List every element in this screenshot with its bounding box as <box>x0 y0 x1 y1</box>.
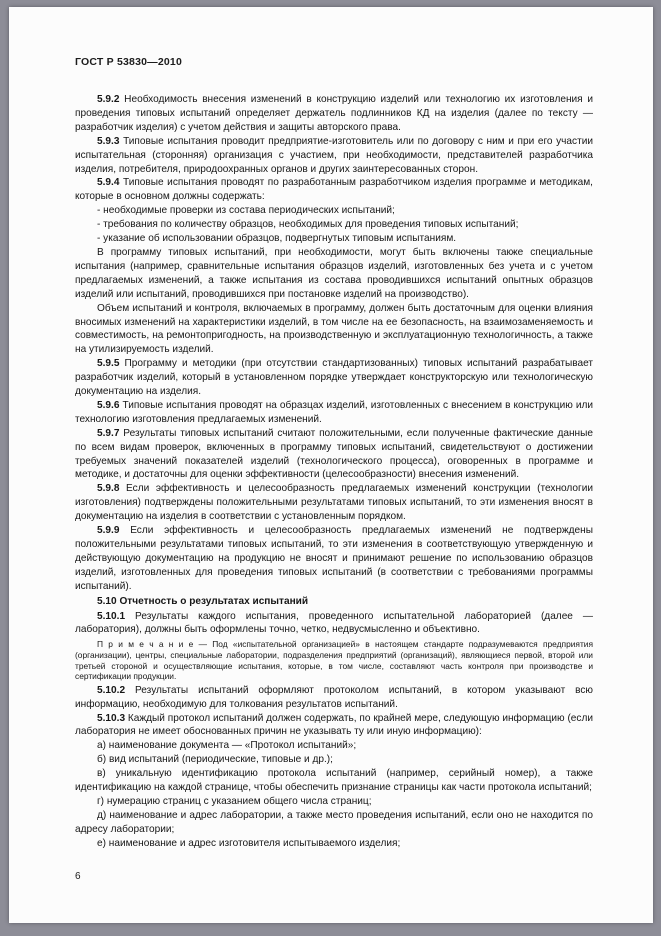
clause-number: 5.10 <box>97 595 120 607</box>
list-item: д) наименование и адрес лаборатории, а также место проведения испытаний, если оно не находится по адресу лаборатории; <box>75 809 593 835</box>
document-header: ГОСТ Р 53830—2010 <box>75 56 183 68</box>
document-content <box>75 93 593 851</box>
list-item: - требования по количеству образцов, необходимых для проведения типовых испытаний; <box>97 219 519 231</box>
paragraph: 5.9.5 Программу и методики (при отсутствии стандартизованных) типовых испытаний разрабатывает разработчик изделий, который в установленном порядке утверждает конструкторскую или технологическую документацию на изделия. <box>75 358 593 398</box>
paragraph: 5.10.2 Результаты испытаний оформляют протоколом испытаний, в котором указывают всю информацию, необходимую для толкования результатов испытаний. <box>75 684 593 710</box>
document-page <box>9 7 653 923</box>
clause-number: 5.9.5 <box>97 358 125 370</box>
list-item: - необходимые проверки из состава периодических испытаний; <box>97 205 395 217</box>
clause-number: 5.10.1 <box>97 610 136 622</box>
section-heading: 5.10 Отчетность о результатах испытаний <box>97 595 309 607</box>
page-number: 6 <box>75 871 81 882</box>
clause-number: 5.9.8 <box>97 483 127 495</box>
paragraph: 5.9.7 Результаты типовых испытаний считают положительными, если полученные фактические данные по всем видам проверок, включенных в программу типовых испытаний, свидетельствуют о достижении требуемых значений показателей изделий (технологического процесса), оговоренных в программе и методике, и достаточны для оценки эффективности (целесообразности) внесения изменений. <box>75 427 593 481</box>
list-item: а) наименование документа — «Протокол испытаний»; <box>97 740 357 752</box>
paragraph: В программу типовых испытаний, при необходимости, могут быть включены также специальные испытания (например, сравнительные испытания образцов изделий, изготовленных без учета и с учетом предлагаемых изменений, а также испытания из состава проводившихся испытаний опытных образцов изделий или испытаний, проводившихся при постановке изделий на производство). <box>75 246 593 300</box>
paragraph: 5.10.1 Результаты каждого испытания, проведенного испытательной лабораторией (далее — лаборатория), должны быть оформлены точно, четко, недвусмысленно и объективно. <box>75 610 593 636</box>
clause-number: 5.9.2 <box>97 94 125 105</box>
clause-number: 5.9.7 <box>97 427 124 439</box>
clause-number: 5.9.4 <box>97 177 123 189</box>
clause-number: 5.9.9 <box>97 525 131 537</box>
clause-number: 5.10.3 <box>97 712 128 724</box>
paragraph: 5.9.3 Типовые испытания проводит предприятие-изготовитель или по договору с ним и при его участии испытательная (сторонняя) организация с участием, при необходимости, представителей разработчика изделия, потребителя, природоохранных органов и других заинтересованных сторон. <box>75 135 593 175</box>
paragraph: Объем испытаний и контроля, включаемых в программу, должен быть достаточным для оценки влияния вносимых изменений на характеристики изделий, в том числе на ее безопасность, на взаимозаменяемость и совместимость, на ремонтопригодность, на производственную и эксплуатационную технологичность, а также на утилизируемость изделий. <box>75 302 593 356</box>
list-item: г) нумерацию страниц с указанием общего числа страниц; <box>97 795 372 807</box>
clause-number: 5.10.2 <box>97 684 135 696</box>
note-paragraph: П р и м е ч а н и е — Под «испытательной организацией» в настоящем стандарте подразумеваются предприятия (организации), центры, специальные лаборатории, подразделения предприятий (организаций), являющиеся первой, второй или третьей стороной и осуществляющие испытания, которые, в том числе, составляют часть контроля при производстве и сертификации продукции. <box>75 639 593 682</box>
paragraph: 5.9.2 Необходимость внесения изменений в конструкцию изделий или технологию их изготовления и проведения типовых испытаний определяет держатель подлинников КД на изделия (далее по тексту — разработчик изделия) с учетом действия и защиты авторского права. <box>75 94 593 133</box>
list-item: - указание об использовании образцов, подвергнутых типовым испытаниям. <box>97 233 457 245</box>
paragraph: 5.9.8 Если эффективность и целесообразность предлагаемых изменений конструкции (технологии изготовления) подтверждены положительными результатами типовых испытаний, то эти изменения вносят в документацию на изделия в соответствии с установленным порядком. <box>75 483 593 523</box>
paragraph: 5.9.9 Если эффективность и целесообразность предлагаемых изменений не подтверждены положительными результатами типовых испытаний, то эти изменения в соответствующую утвержденную и действующую документацию на продукцию не вносят и принимают решение по использованию образцов изделий, изготовленных для проведения типовых испытаний (в соответствии с требованиями программы испытаний). <box>75 525 593 592</box>
list-item: в) уникальную идентификацию протокола испытаний (например, серийный номер), а также идентификацию на каждой странице, чтобы обеспечить признание страницы как части протокола испытаний; <box>75 768 593 794</box>
list-item: е) наименование и адрес изготовителя испытываемого изделия; <box>97 837 401 849</box>
paragraph: 5.9.6 Типовые испытания проводят на образцах изделий, изготовленных с внесением в конструкцию или технологию изготовления предлагаемых изменений. <box>75 399 593 425</box>
paragraph: 5.9.4 Типовые испытания проводят по разработанным разработчиком изделия программе и методикам, которые в основном должны содержать: <box>75 177 593 203</box>
list-item: б) вид испытаний (периодические, типовые и др.); <box>97 754 333 766</box>
paragraph: 5.10.3 Каждый протокол испытаний должен содержать, по крайней мере, следующую информацию (если лаборатория не имеет обоснованных причин не указывать ту или иную информацию): <box>75 712 593 738</box>
clause-number: 5.9.3 <box>97 135 124 147</box>
clause-number: 5.9.6 <box>97 399 123 411</box>
